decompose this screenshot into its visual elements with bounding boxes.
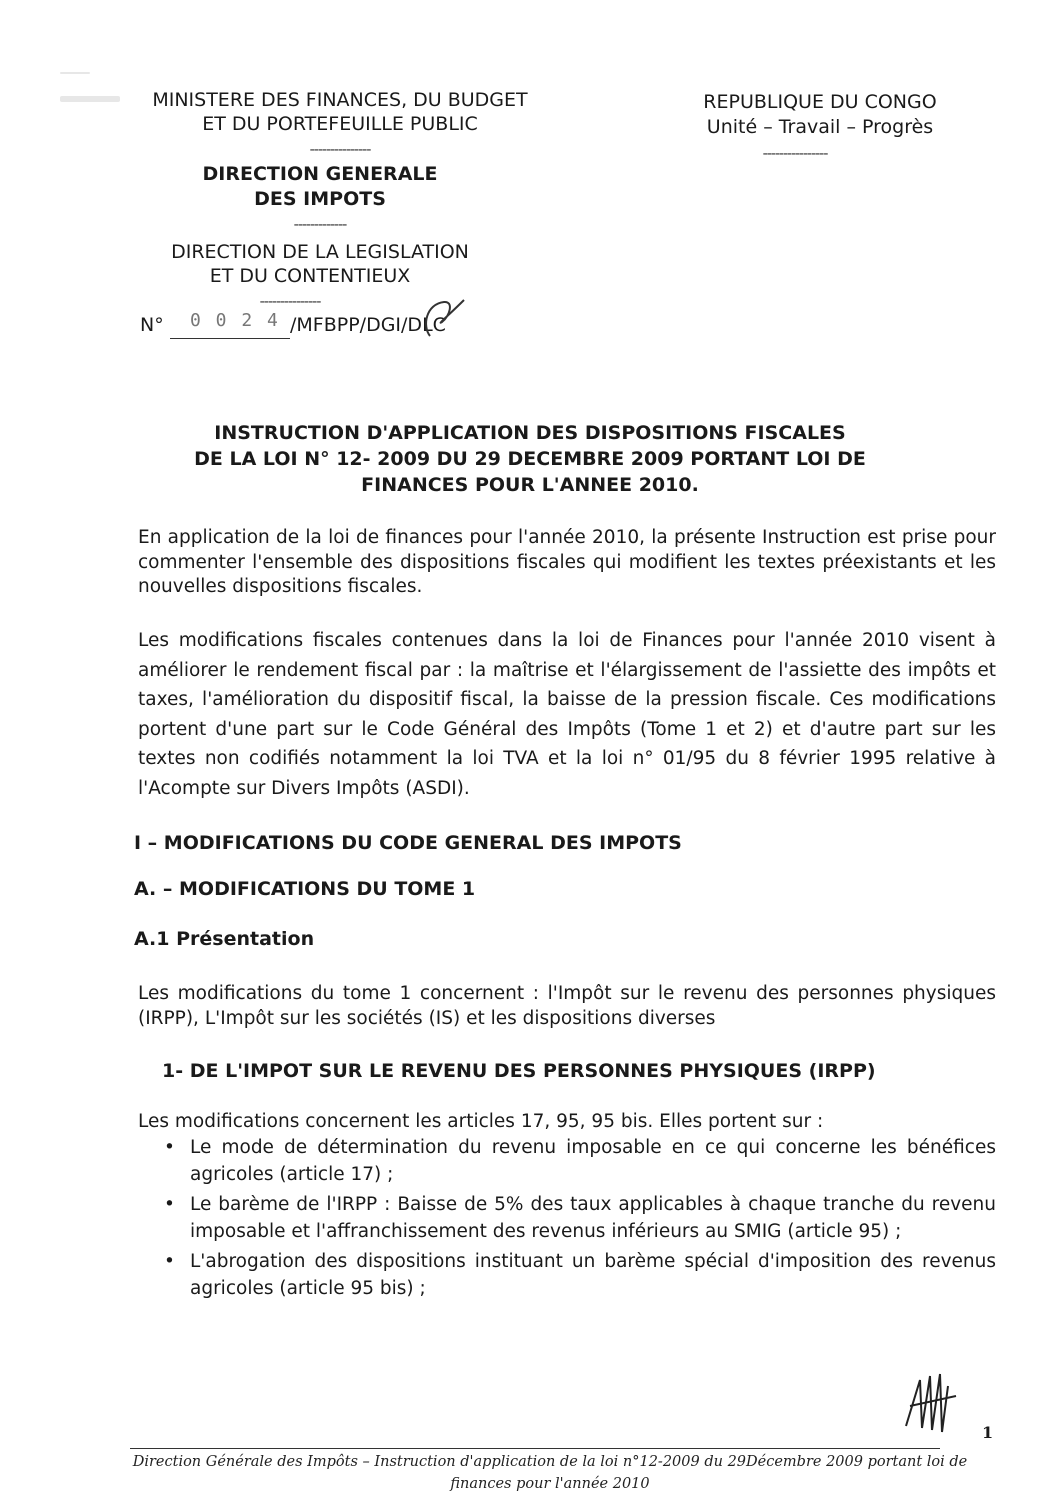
section-heading-A: A. – MODIFICATIONS DU TOME 1 [134, 878, 476, 900]
footer-line-2: finances pour l'année 2010 [450, 1476, 650, 1492]
section-heading-I: I – MODIFICATIONS DU CODE GENERAL DES IMPOTS [134, 832, 682, 854]
list-item [160, 1191, 996, 1245]
country-motto: Unité – Travail – Progrès [706, 116, 934, 138]
subsection-heading-irpp: 1- DE L'IMPOT SUR LE REVENU DES PERSONNES PHYSIQUES (IRPP) [162, 1060, 876, 1082]
separator: --------------- [259, 294, 321, 310]
scan-smudge [60, 72, 90, 74]
direction-line-1: DIRECTION DE LA LEGISLATION [171, 241, 469, 263]
scan-smudge [60, 96, 120, 102]
paragraph-articles: Les modifications concernent les articles 17, 95, 95 bis. Elles portent sur : [138, 1111, 824, 1132]
paragraph-objectives: Les modifications fiscales contenues dans la loi de Finances pour l'année 2010 visent à améliorer le rendement fiscal par : la maîtrise et l'élargissement de l'assiette des impôts et taxes, l'amélioration du dispositif fiscal, la baisse de la pression fiscale. Ces modifications portent d'une part sur le Code Général des Impôts (Tome 1 et 2) et d'autre part sur les textes non codifiés notamment la loi TVA et la loi n° 01/95 du 8 février 1995 relative à l'Acompte sur Divers Impôts (ASDI). [138, 630, 996, 799]
ministry-line-2: ET DU PORTEFEUILLE PUBLIC [202, 113, 478, 135]
reference-blank-line [170, 338, 290, 339]
reference-prefix: N° [140, 314, 164, 336]
bullet-icon: • [164, 1194, 175, 1215]
list-item-text: Le mode de détermination du revenu imposable en ce qui concerne les bénéfices agricoles (article 17) ; [190, 1137, 996, 1185]
direction-generale-line-1: DIRECTION GENERALE [202, 163, 438, 185]
footer-rule [130, 1448, 940, 1449]
page-footer [120, 1451, 980, 1495]
page-number: 1 [982, 1423, 994, 1442]
bullet-icon: • [164, 1251, 175, 1272]
separator: ---------------- [762, 146, 828, 162]
direction-generale-line-2: DES IMPOTS [254, 188, 386, 210]
initials-icon [420, 296, 470, 340]
country-name: REPUBLIQUE DU CONGO [703, 91, 937, 113]
separator: ------------- [293, 217, 347, 233]
ministry-line-1: MINISTERE DES FINANCES, DU BUDGET [152, 89, 528, 111]
bullet-icon: • [164, 1137, 175, 1158]
list-item [160, 1248, 996, 1302]
document-title [190, 420, 870, 498]
modifications-list [160, 1134, 996, 1305]
footer-line-1: Direction Générale des Impôts – Instruction d'application de la loi n°12-2009 du 29Décembre 2009 portant loi de [132, 1454, 968, 1470]
reference-suffix: /MFBPP/DGI/DLC [290, 314, 446, 336]
signature-icon [900, 1366, 964, 1446]
title-line-1: INSTRUCTION D'APPLICATION DES DISPOSITIONS FISCALES [214, 422, 846, 444]
separator: --------------- [309, 142, 371, 158]
title-line-2: DE LA LOI N° 12- 2009 DU 29 DECEMBRE 2009 PORTANT LOI DE [194, 448, 866, 470]
paragraph-intro: En application de la loi de finances pour l'année 2010, la présente Instruction est prise pour commenter l'ensemble des dispositions fiscales qui modifient les textes préexistants et les nouvelles dispositions fiscales. [138, 527, 996, 597]
section-heading-A1: A.1 Présentation [134, 928, 315, 950]
direction-line-2: ET DU CONTENTIEUX [209, 265, 411, 287]
list-item [160, 1134, 996, 1188]
reference-line [140, 312, 480, 342]
list-item-text: Le barème de l'IRPP : Baisse de 5% des taux applicables à chaque tranche du revenu imposable et l'affranchissement des revenus inférieurs au SMIG (article 95) ; [190, 1194, 996, 1242]
list-item-text: L'abrogation des dispositions instituant un barème spécial d'imposition des revenus agricoles (article 95 bis) ; [190, 1251, 996, 1299]
title-line-3: FINANCES POUR L'ANNEE 2010. [361, 474, 699, 496]
reference-number: 0 0 2 4 [190, 310, 280, 331]
paragraph-tome1: Les modifications du tome 1 concernent : l'Impôt sur le revenu des personnes physiques (IRPP), L'Impôt sur les sociétés (IS) et les dispositions diverses [138, 983, 996, 1029]
